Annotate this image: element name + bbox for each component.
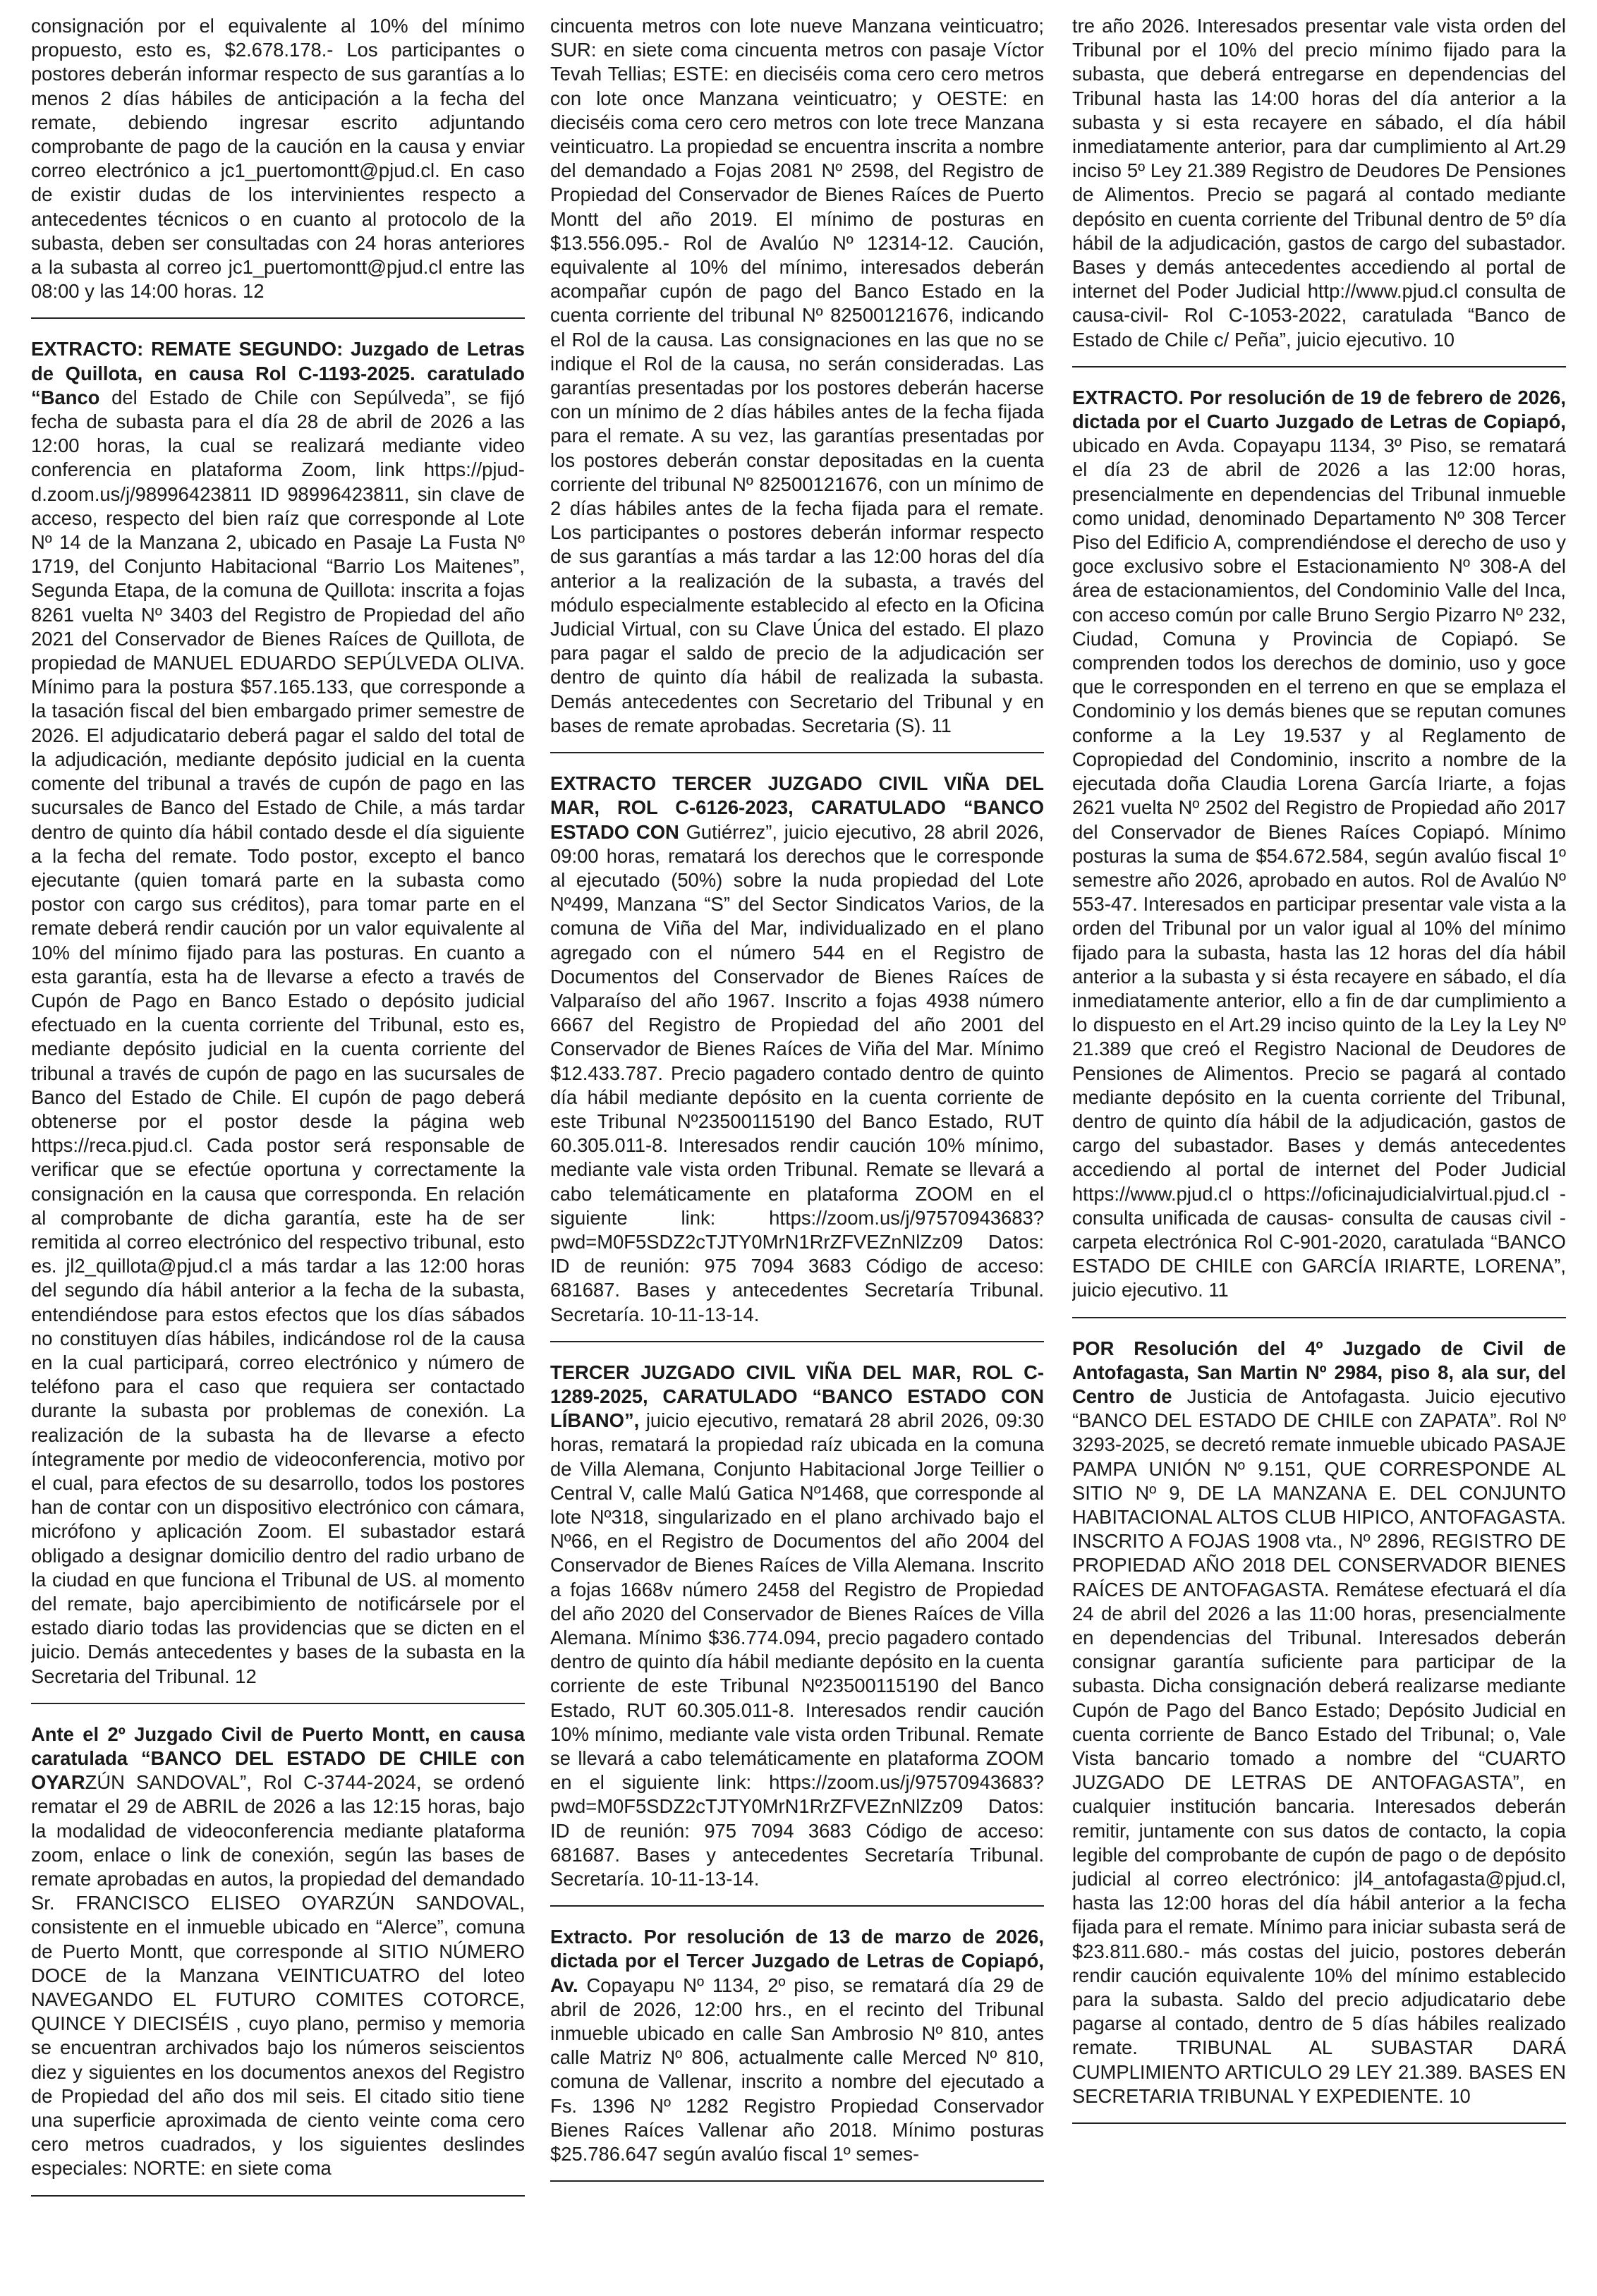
notice-body: consignación por el equivalente al 10% del mínimo propuesto, esto es, $2.678.178.- Los participantes o postores deberán informar respecto de sus garantías a lo menos 2 días hábiles de anticipación a la fecha del remate, debiendo ingresar escrito adjuntando comprobante de pago de la caución en la causa y enviar correo electrónico a jc1_puertomontt@pjud.cl. En caso de existir dudas de los intervinientes respecto a antecedentes técnicos o en cuanto al protocolo de la subasta, deben ser consultadas con 24 horas anteriores a la subasta al correo jc1_puertomontt@pjud.cl entre las 08:00 y las 14:00 horas. 12	[31, 15, 525, 303]
notice-heading: Ante el 2º Juzgado Civil de Puerto Montt, en causa caratulada “BANCO DEL ESTADO DE CHILE con OYAR	[31, 1723, 525, 1794]
notice-body: tre año 2026. Interesados presentar vale vista orden del Tribunal por el 10% del precio mínimo fijado para la subasta, que deberá entregarse en dependencias del Tribunal hasta las 14:00 horas del día anterior a la subasta y si esta recayere en sábado, el día hábil inmediatamente anterior, para dar cumplimiento al Art.29 inciso 5º Ley 21.389 Registro de Deudores De Pensiones de Alimentos. Precio se pagará al contado mediante depósito en cuenta corriente del Tribunal dentro de 5º día hábil de la adjudicación, gastos de cargo del subastador. Bases y demás antecedentes accediendo al portal de internet del Poder Judicial http://www.pjud.cl consulta de causa-civil- Rol C-1053-2022, caratulada “Banco de Estado de Chile c/ Peña”, juicio ejecutivo. 10	[1072, 15, 1566, 351]
notice-heading: Extracto. Por resolución de 13 de marzo de 2026, dictada por el Tercer Juzgado de Letras de Copiapó, Av.	[550, 1926, 1044, 1996]
notice-continued-deslindes	[550, 14, 1044, 753]
notice-heading: EXTRACTO TERCER JUZGADO CIVIL VIÑA DEL MAR, ROL C-6126-2023, CARATULADO “BANCO ESTADO CON	[550, 772, 1044, 843]
notice-text	[550, 1925, 1044, 2166]
column-3	[1072, 14, 1566, 2282]
notice-body: del Estado de Chile con Sepúlveda”, se fijó fecha de subasta para el día 28 de abril de 2026 a las 12:00 horas, la cual se realizará mediante video conferencia en plataforma Zoom, link https://pjud-d.zoom.us/j/98996423811 ID 98996423811, sin clave de acceso, respecto del bien raíz que corresponde al Lote Nº 14 de la Manzana 2, ubicado en Pasaje La Fusta Nº 1719, del Conjunto Habitacional “Barrio Los Maitenes”, Segunda Etapa, de la comuna de Quillota: inscrita a fojas 8261 vuelta Nº 3403 del Registro de Propiedad del año 2021 del Conservador de Bienes Raíces de Quillota, de propiedad de MANUEL EDUARDO SEPÚLVEDA OLIVA. Mínimo para la postura $57.165.133, que corresponde a la tasación fiscal del bien embargado primer semestre de 2026. El adjudicatario deberá pagar el saldo del total de la adjudicación, mediante depósito judicial en la cuenta comente del tribunal a través de cupón de pago en las sucursales de Banco del Estado de Chile, a más tardar dentro de quinto día hábil contado desde el día siguiente a la fecha del remate. Todo postor, excepto el banco ejecutante (quien tomará parte en la subasta como postor con cargo sus créditos), para tomar parte en el remate deberá rendir caución por un valor equivalente al 10% del mínimo fijado para las posturas. En cuanto a esta garantía, esta ha de llevarse a efecto a través de Cupón de Pago en Banco Estado o depósito judicial efectuado en la cuenta corriente del Tribunal, esto es, mediante depósito judicial en la cuenta corriente del tribunal a través de cupón de pago en las sucursales de Banco del Estado de Chile. El cupón de pago deberá obtenerse por el postor desde la página web https://reca.pjud.cl. Cada postor será responsable de verificar que se efectúe oportuna y correctamente la consignación en la causa que corresponda. En relación al comprobante de dicha garantía, este ha de ser remitida al correo electrónico del respectivo tribunal, esto es. jl2_quillota@pjud.cl a más tardar a las 12:00 horas del segundo día hábil anterior a la fecha de la subasta, entendiéndose para estos efectos que los días sábados no constituyen días hábiles, indicándose rol de la causa en la cual participará, correo electrónico y número de teléfono para el caso que requiera ser contactado durante la subasta por problemas de conexión. La realización de la subasta ha de llevarse a efecto íntegramente por medio de videoconferencia, motivo por el cual, para efectos de su desarrollo, todos los postores han de contar con un dispositivo electrónico con cámara, micrófono y aplicación Zoom. El subastador estará obligado a designar domicilio dentro del radio urbano de la ciudad en que funciona el Tribunal de US. al momento del remate, bajo apercibimiento de notificársele por el estado diario todas las providencias que se dicten en el juicio. Demás antecedentes y bases de la subasta en la Secretaria del Tribunal. 12	[31, 386, 525, 1687]
notice-body: ubicado en Avda. Copayapu 1134, 3º Piso, se rematará el día 23 de abril de 2026 a las 12:00 horas, presencialmente en dependencias del Tribunal inmueble como unidad, denominado Departamento Nº 308 Tercer Piso del Edificio A, comprendiéndose el derecho de uso y goce exclusivo sobre el Estacionamiento Nº 308-A del área de estacionamientos, del Condominio Valle del Inca, con acceso común por calle Bruno Sergio Pizarro Nº 232, Ciudad, Comuna y Provincia de Copiapó. Se comprenden todos los derechos de dominio, uso y goce que le corresponden en el terreno en que se emplaza el Condominio y los demás bienes que se reputan comunes conforme a la Ley 19.537 y al Reglamento de Copropiedad del Condominio, inscrito a nombre de la ejecutada doña Claudia Lorena García Iriarte, a fojas 2621 vuelta Nº 2502 del Registro de Propiedad año 2017 del Conservador de Bienes Raíces Copiapó. Mínimo posturas la suma de $54.672.584, según avalúo fiscal 1º semestre año 2026, aprobado en autos. Rol de Avalúo Nº 553-47. Interesados en participar presentar vale vista a la orden del Tribunal por un valor igual al 10% del mínimo fijado para la subasta, hasta las 12 horas del día hábil anterior a la subasta y si ésta recayere en sábado, el día inmediatamente anterior, ello a fin de dar cumplimiento a lo dispuesto en el Art.29 inciso quinto de la Ley la Ley Nº 21.389 que creó el Registro Nacional de Deudores de Pensiones de Alimentos. Precio se pagará al contado mediante depósito en la cuenta corriente del Tribunal, dentro de quinto día hábil de la adjudicación, gastos de cargo del subastador. Bases y demás antecedentes accediendo al portal de internet del Poder Judicial https://www.pjud.cl o https://oficinajudicialvirtual.pjud.cl -consulta unificada de causas- consulta de causas civil - carpeta electrónica Rol C-901-2020, caratulada “BANCO ESTADO DE CHILE con GARCÍA IRIARTE, LORENA”, juicio ejecutivo. 11	[1072, 435, 1566, 1301]
notice-text	[1072, 1337, 1566, 2109]
notice-text	[1072, 386, 1566, 1303]
notice-text	[31, 337, 525, 1688]
notice-body: Justicia de Antofagasta. Juicio ejecutivo “BANCO DEL ESTADO DE CHILE con ZAPATA”. Rol Nº 3293-2025, se decretó remate inmueble ubicado PASAJE PAMPA UNIÓN Nº 9.151, QUE CORRESPONDE AL SITIO Nº 9, DE LA MANZANA E. DEL CONJUNTO HABITACIONAL ALTOS CLUB HIPICO, ANTOFAGASTA. INSCRITO A FOJAS 1908 vta., Nº 2896, REGISTRO DE PROPIEDAD AÑO 2018 DEL CONSERVADOR BIENES RAÍCES DE ANTOFAGASTA. Remátese efectuará el día 24 de abril del 2026 a las 11:00 horas, presencialmente en dependencias del Tribunal. Interesados deberán consignar garantía suficiente para participar de la subasta. Dicha consignación deberá realizarse mediante Cupón de Pago del Banco Estado; Depósito Judicial en cuenta corriente de Banco Estado del Tribunal; o, Vale Vista bancario tomado a nombre del “CUARTO JUZGADO DE LETRAS DE ANTOFAGASTA”, en cualquier institución bancaria. Interesados deberán remitir, juntamente con sus datos de contacto, la copia legible del comprobante de cupón de pago o de depósito judicial al correo electrónico: jl4_antofagasta@pjud.cl, hasta las 12:00 horas del día hábil anterior a la fecha fijada para el remate. Mínimo para iniciar subasta será de $23.811.680.- más costas del juicio, postores deberán rendir caución equivalente 10% del mínimo establecido para la subasta. Saldo del precio adjudicatario debe pagarse al contado, dentro de 5 días hábiles realizado remate. TRIBUNAL AL SUBASTAR DARÁ CUMPLIMIENTO ARTICULO 29 LEY 21.389. BASES EN SECRETARIA TRIBUNAL Y EXPEDIENTE. 10	[1072, 1385, 1566, 2107]
notice-body: Copayapu Nº 1134, 2º piso, se rematará día 29 de abril de 2026, 12:00 hrs., en el recinto del Tribunal inmueble ubicado en calle San Ambrosio Nº 810, antes calle Matriz Nº 806, actualmente calle Merced Nº 810, comuna de Vallenar, inscrito a nombre del ejecutado a Fs. 1396 Nº 1282 Registro Propiedad Conservador Bienes Raíces Vallenar año 2018. Mínimo posturas $25.786.647 según avalúo fiscal 1º semes-	[550, 1974, 1044, 2166]
column-2	[550, 14, 1044, 2282]
notice-text	[31, 1723, 525, 2181]
notice-text	[1072, 14, 1566, 352]
notice-copiapo-cuarto	[1072, 386, 1566, 1318]
notice-antofagasta	[1072, 1337, 1566, 2125]
column-1	[31, 14, 525, 2282]
notice-copiapo-tercer	[550, 1925, 1044, 2182]
notice-body: cincuenta metros con lote nueve Manzana veinticuatro; SUR: en siete coma cincuenta metros con pasaje Víctor Tevah Tellias; ESTE: en dieciséis coma cero cero metros con lote once Manzana veinticuatro; y OESTE: en dieciséis coma cero cero metros con lote trece Manzana veinticuatro. La propiedad se encuentra inscrita a nombre del demandado a Fojas 2081 Nº 2598, del Registro de Propiedad del Conservador de Bienes Raíces de Puerto Montt del año 2019. El mínimo de posturas en $13.556.095.- Rol de Avalúo Nº 12314-12. Caución, equivalente al 10% del mínimo, interesados deberán acompañar cupón de pago del Banco Estado en la cuenta corriente del tribunal Nº 82500121676, indicando el Rol de la causa. Las consignaciones en las que no se indique el Rol de la causa, no serán consideradas. Las garantías presentadas por los postores deberán hacerse con un mínimo de 2 días hábiles antes de la fecha fijada para el remate. A su vez, las garantías presentadas por los postores deberán constar depositadas en la cuenta corriente del tribunal Nº 82500121676, con un mínimo de 2 días hábiles antes de la fecha fijada para el remate. Los participantes o postores deberán informar respecto de sus garantías a más tardar a las 12:00 horas del día anterior a la realización de la subasta, a través del módulo especialmente establecido al efecto en la Oficina Judicial Virtual, con su Clave Única del estado. El plazo para pagar el saldo de precio de la adjudicación ser dentro de quinto día hábil de realizada la subasta. Demás antecedentes con Secretario del Tribunal y en bases de remate aprobadas. Secretaria (S). 11	[550, 15, 1044, 736]
notice-body: juicio ejecutivo, rematará 28 abril 2026, 09:30 horas, rematará la propiedad raíz ubicada en la comuna de Villa Alemana, Conjunto Habitacional Jorge Teillier o Central V, calle Malú Gatica Nº1468, que corresponde al lote Nº318, singularizado en el plano archivado bajo el Nº66, en el Registro de Documentos del año 2004 del Conservador de Bienes Raíces de Villa Alemana. Inscrito a fojas 1668v número 2458 del Registro de Propiedad del año 2020 del Conservador de Bienes Raíces de Villa Alemana. Mínimo $36.774.094, precio pagadero contado dentro de quinto día hábil mediante depósito en la cuenta corriente de este Tribunal Nº23500115190 del Banco Estado, RUT 60.305.011-8. Interesados rendir caución 10% mínimo, mediante vale vista orden Tribunal. Remate se llevará a cabo telemáticamente en plataforma ZOOM en el siguiente link: https://zoom.us/j/97570943683?pwd=M0F5SDZ2cTJTY0MrN1RrZFVEZnNlZz09 Datos: ID de reunión: 975 7094 3683 Código de acceso: 681687. Bases y antecedentes Secretaría Tribunal. Secretaría. 10-11-13-14.	[550, 1409, 1044, 1890]
notice-text	[550, 1361, 1044, 1891]
notice-heading: TERCER JUZGADO CIVIL VIÑA DEL MAR, ROL C-1289-2025, CARATULADO “BANCO ESTADO CON LÍBANO”,	[550, 1361, 1044, 1432]
notice-body: ZÚN SANDOVAL”, Rol C-3744-2024, se ordenó rematar el 29 de ABRIL de 2026 a las 12:15 horas, bajo la modalidad de videoconferencia mediante plataforma zoom, enlace o link de conexión, según las bases de remate aprobadas en autos, la propiedad del demandado Sr. FRANCISCO ELISEO OYARZÚN SANDOVAL, consistente en el inmueble ubicado en “Alerce”, comuna de Puerto Montt, que corresponde al SITIO NÚMERO DOCE de la Manzana VEINTICUATRO del loteo NAVEGANDO EL FUTURO COMITES COTORCE, QUINCE Y DIECISÉIS , cuyo plano, permiso y memoria se encuentran archivados bajo los números seiscientos diez y siguientes en los documentos anexos del Registro de Propiedad del año dos mil seis. El citado sitio tiene una superficie aproximada de ciento veinte coma cero cero metros cuadrados, y los siguientes deslindes especiales: NORTE: en siete coma	[31, 1771, 525, 2180]
notice-continued-puerto-montt	[31, 14, 525, 319]
notice-text	[550, 772, 1044, 1327]
notice-vina-del-mar-libano	[550, 1361, 1044, 1907]
notice-body: Gutiérrez”, juicio ejecutivo, 28 abril 2026, 09:00 horas, rematará los derechos que le corresponde al ejecutado (50%) sobre la nuda propiedad del Lote Nº499, Manzana “S” del Sector Sindicatos Varios, de la comuna de Viña del Mar, individualizado en el plano agregado con el número 544 en el Registro de Documentos del Conservador de Bienes Raíces de Valparaíso del año 1967. Inscrito a fojas 4938 número 6667 del Registro de Propiedad del año 2001 del Conservador de Bienes Raíces de Viña del Mar. Mínimo $12.433.787. Precio pagadero contado dentro de quinto día hábil mediante depósito en la cuenta corriente de este Tribunal Nº23500115190 del Banco Estado, RUT 60.305.011-8. Interesados rendir caución 10% mínimo, mediante vale vista orden Tribunal. Remate se llevará a cabo telemáticamente en plataforma ZOOM en el siguiente link: https://zoom.us/j/97570943683?pwd=M0F5SDZ2cTJTY0MrN1RrZFVEZnNlZz09 Datos: ID de reunión: 975 7094 3683 Código de acceso: 681687. Bases y antecedentes Secretaría Tribunal. Secretaría. 10-11-13-14.	[550, 820, 1044, 1325]
notice-heading: EXTRACTO. Por resolución de 19 de febrero de 2026, dictada por el Cuarto Juzgado de Letras de Copiapó,	[1072, 386, 1566, 433]
notice-heading: EXTRACTO: REMATE SEGUNDO: Juzgado de Letras de Quillota, en causa Rol C-1193-2025. caratulado “Banco	[31, 338, 525, 408]
notice-text	[550, 14, 1044, 738]
notice-puerto-montt-2	[31, 1723, 525, 2197]
notice-quillota	[31, 337, 525, 1703]
notice-vina-del-mar-gutierrez	[550, 772, 1044, 1342]
notice-text	[31, 14, 525, 303]
notice-continued-vallenar	[1072, 14, 1566, 368]
notice-heading: POR Resolución del 4º Juzgado de Civil de Antofagasta, San Martin Nº 2984, piso 8, ala sur, del Centro de	[1072, 1337, 1566, 1407]
